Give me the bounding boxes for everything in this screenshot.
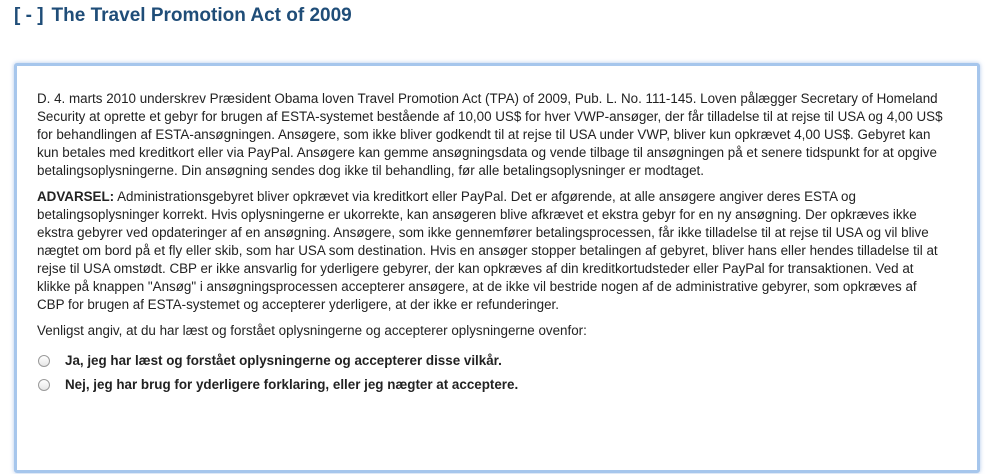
decline-option-label[interactable]: Nej, jeg har brug for yderligere forklaring, eller jeg nægter at acceptere. xyxy=(65,377,519,392)
warning-label: ADVARSEL: xyxy=(37,189,115,204)
terms-content xyxy=(37,90,947,398)
decline-radio[interactable] xyxy=(38,379,50,391)
intro-paragraph: D. 4. marts 2010 underskrev Præsident Obama loven Travel Promotion Act (TPA) of 2009, Pub. L. No. 111-145. Loven pålægger Secretary of Homeland Security at oprette et gebyr for brugen af ESTA-systemet bestående af 10,00 US$ for hver VWP-ansøger, der får tilladelse til at rejse til USA og 4,00 US$ for behandlingen af ESTA-ansøgningen. Ansøgere, som ikke bliver godkendt til at rejse til USA under VWP, bliver kun opkrævet 4,00 US$. Gebyret kan kun betales med kreditkort eller via PayPal. Ansøgere kan gemme ansøgningsdata og vende tilbage til ansøgningen på et senere tidspunkt for at opgive betalingsoplysningerne. Din ansøgning sendes dog ikke til behandling, før alle betalingsoplysninger er modtaget. xyxy=(37,91,943,178)
collapse-toggle[interactable]: [ - ] xyxy=(14,5,44,26)
acceptance-question: Venligst angiv, at du har læst og forstået oplysningerne og accepterer oplysningerne ovenfor: xyxy=(37,323,587,338)
warning-text: Administrationsgebyret bliver opkrævet via kreditkort eller PayPal. Det er afgørende, at alle ansøgere angiver deres ESTA og betalingsoplysninger korrekt. Hvis oplysningerne er ukorrekte, kan ansøgeren blive afkrævet et ekstra gebyr for en ny ansøgning. Der opkræves ikke ekstra gebyrer ved opdateringer af en ansøgning. Ansøgere, som ikke gennemfører betalingsprocessen, får ikke tilladelse til at rejse til USA og vil blive nægtet om bord på et fly eller skib, som har USA som destination. Hvis en ansøger stopper betalingen af gebyret, bliver hans eller hendes tilladelse til at rejse til USA omstødt. CBP er ikke ansvarlig for yderligere gebyrer, der kan opkræves af din kreditkortudsteder eller PayPal for transaktionen. Ved at klikke på knappen "Ansøg" i ansøgningsprocessen accepterer ansøgere, at de ikke vil bestride nogen af de administrative gebyrer, som opkræves af CBP for brugen af ESTA-systemet og accepterer yderligere, at der ikke er refunderinger. xyxy=(37,189,938,312)
accept-option-label[interactable]: Ja, jeg har læst og forstået oplysningerne og accepterer disse vilkår. xyxy=(65,353,502,368)
section-header xyxy=(14,3,352,29)
section-title: The Travel Promotion Act of 2009 xyxy=(51,5,352,26)
accept-option[interactable] xyxy=(37,350,947,372)
warning-paragraph xyxy=(37,188,947,314)
terms-panel xyxy=(14,63,980,473)
accept-radio[interactable] xyxy=(38,355,50,367)
decline-option[interactable] xyxy=(37,374,947,396)
